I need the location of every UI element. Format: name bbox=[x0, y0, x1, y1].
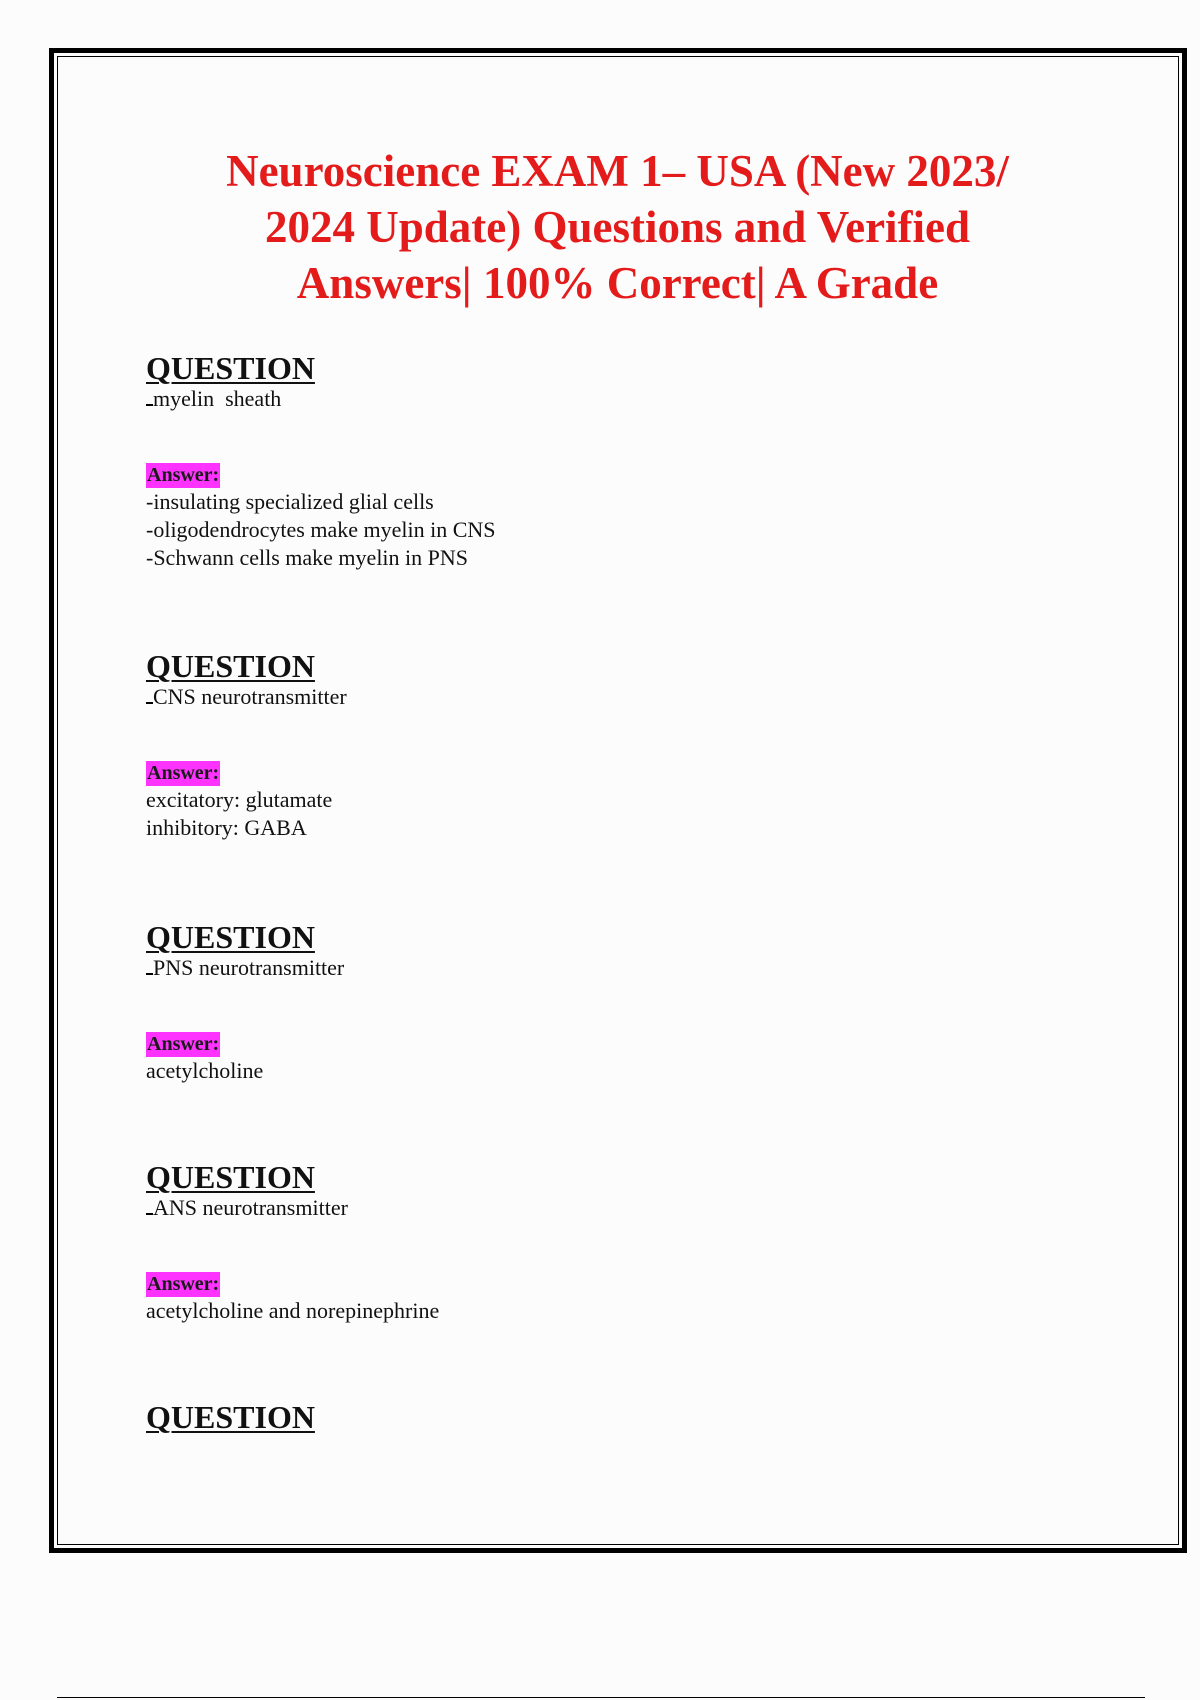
blank-mark bbox=[146, 1194, 153, 1215]
question-text bbox=[146, 954, 1046, 982]
qa-item-2 bbox=[146, 649, 1046, 842]
document-title-line-1: Neuroscience EXAM 1– USA (New 2023/ bbox=[226, 146, 1009, 196]
question-text-value: ANS neurotransmitter bbox=[153, 1195, 348, 1220]
answer-label: Answer: bbox=[147, 1033, 220, 1055]
answer-label: Answer: bbox=[147, 464, 220, 486]
question-heading: QUESTION bbox=[146, 919, 315, 955]
answer-line: acetylcholine and norepinephrine bbox=[146, 1298, 440, 1323]
answer-line: excitatory: glutamate bbox=[146, 787, 333, 812]
blank-mark bbox=[146, 954, 153, 975]
answer-lines bbox=[146, 786, 1046, 842]
answer-line: -insulating specialized glial cells bbox=[146, 489, 434, 514]
answer-line: acetylcholine bbox=[146, 1058, 264, 1083]
document-title bbox=[120, 143, 1115, 311]
answer-line: inhibitory: GABA bbox=[146, 815, 307, 840]
question-text bbox=[146, 1194, 1046, 1222]
footer-rule bbox=[57, 1697, 1145, 1698]
question-text bbox=[146, 683, 1046, 711]
answer-label: Answer: bbox=[147, 1273, 220, 1295]
qa-item-1 bbox=[146, 351, 1046, 572]
qa-item-4 bbox=[146, 1160, 1046, 1325]
question-text-value: CNS neurotransmitter bbox=[153, 684, 347, 709]
answer-label: Answer: bbox=[147, 762, 220, 784]
answer-lines bbox=[146, 488, 1046, 572]
question-text-value: PNS neurotransmitter bbox=[153, 955, 345, 980]
blank-mark bbox=[146, 385, 153, 406]
question-heading: QUESTION bbox=[146, 350, 315, 386]
answer-lines bbox=[146, 1057, 1046, 1085]
qa-item-3 bbox=[146, 920, 1046, 1085]
answer-lines bbox=[146, 1297, 1046, 1325]
question-text bbox=[146, 385, 1046, 413]
document-title-line-2: 2024 Update) Questions and Verified bbox=[264, 202, 971, 252]
question-text-value: myelin sheath bbox=[153, 386, 282, 411]
question-heading: QUESTION bbox=[146, 648, 315, 684]
answer-line: -oligodendrocytes make myelin in CNS bbox=[146, 517, 496, 542]
blank-mark bbox=[146, 683, 153, 704]
document-title-line-3: Answers| 100% Correct| A Grade bbox=[296, 258, 939, 308]
question-heading: QUESTION bbox=[146, 1399, 315, 1435]
answer-line: -Schwann cells make myelin in PNS bbox=[146, 545, 469, 570]
question-heading: QUESTION bbox=[146, 1159, 315, 1195]
qa-item-5 bbox=[146, 1400, 1046, 1434]
